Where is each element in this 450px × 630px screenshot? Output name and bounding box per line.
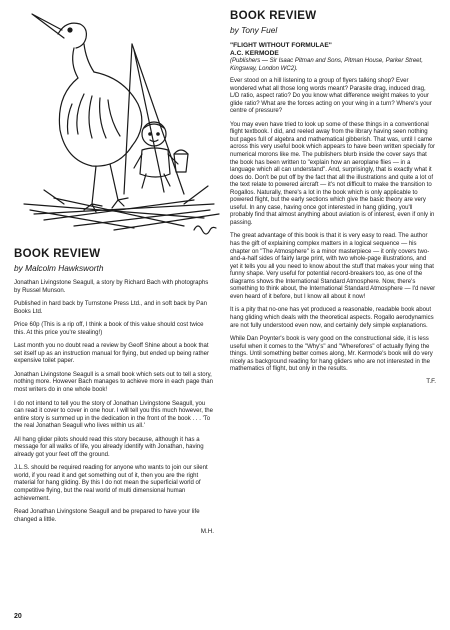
right-paragraph: You may even have tried to look up some of these things in a conventional flight textbook. I did, and reeled away from the library having seen nothing but pages full of algebra and mathematical gibberish. That was, until I came across this very useful book which appears to have been written specially for numerical morons like me. The publishers blurb inside the cover says that the book has been written to "explain how an aeroplane flies — in a language which all can understand". And, surprisingly, that is exactly what it does do. Don't be put off by the fact that all the illustrations and quite a lot of the text relate to powered aircraft — it's not difficult to make the transition to Rogallos. Naturally, there's a lot in the book which is only applicable to powered flight, but the early sections which give the basic theory are very useful. In any case, having once got interested in hang gliding, you'll probably find that almost anything about aviation is of interest, even if only in passing. xyxy=(230,121,436,226)
left-review-signature: M.H. xyxy=(200,528,214,536)
right-review-heading: BOOK REVIEW xyxy=(230,10,317,22)
right-paragraph: While Dan Poynter's book is very good on the constructional side, it is less useful when it comes to the "Why's" and "Wherefores" of actually flying the things. Until something better comes along, Mr. Kermode's book will do very nicely as background reading for hang gliders who are not interested in the mathematics of flight, but only in the results. xyxy=(230,336,433,373)
left-paragraph: Published in hard back by Turnstone Press Ltd., and in soft back by Pan Books Ltd. xyxy=(14,301,207,315)
book-title: "FLIGHT WITHOUT FORMULAE" xyxy=(230,42,332,49)
right-paragraph: The great advantage of this book is that it is very easy to read. The author has the gift of explaining complex matters in a logical sequence — his chapter on "The Atmosphere" is a minor masterpiece — it only covers two-and-a-half sides of fairly large print, with two whole-page illustrations, and yet it tells you all you need to know about the stuff that makes your wing that funny shape. Very useful for potential record-breakers too, as one of the diagrams shows the International Standard Atmosphere. Now, there's something to think about, the International Standard Atmosphere — I'd never even heard of it before, but I know all about it now! xyxy=(230,233,436,300)
book-author: A.C. KERMODE xyxy=(230,50,279,57)
left-paragraph: Price 60p (This is a rip off, I think a book of this value should cost twice this. At this price you're stealing!) xyxy=(14,322,204,336)
left-review xyxy=(14,248,214,535)
left-paragraph: J.L.S. should be required reading for anyone who wants to join our silent world, if you read it and get something out of it, then you are the right material for hang gliding. By this I do not mean the superficial world of competitive flying, but the real world of multi dimensional human achievement. xyxy=(14,465,208,502)
right-review-signature: T.F. xyxy=(426,377,436,385)
right-paragraph: Ever stood on a hill listening to a group of flyers talking shop? Ever wondered what all those long words meant? Parasite drag, induced drag, L/D ratio, aspect ratio? Do you know what difference weight makes to your glide ratio? What are the forces acting on your wing in a turn? Where's your centre of pressure? xyxy=(230,78,432,115)
left-paragraph: Jonathan Livingstone Seagull is a small book which sets out to tell a story, nothing more. However Bach manages to achieve more in each page than most writers do in one whole book! xyxy=(14,371,213,394)
left-paragraph: All hang glider pilots should read this story because, although it has a message for all walks of life, you already identify with Jonathan, having already got your feet off the ground. xyxy=(14,436,204,458)
left-review-byline: by Malcolm Hawksworth xyxy=(14,263,104,273)
publisher-info: (Publishers — Sir Isaac Pitman and Sons, Pitman House, Parker Street, Kingsway, London WC2). xyxy=(230,58,423,72)
right-review xyxy=(230,10,436,385)
left-paragraph: Last month you no doubt read a review by Geoff Shine about a book that set itself up as an instruction manual for flying, but ended up being rather expensive toilet paper. xyxy=(14,343,209,365)
right-paragraph: It is a pity that no-one has yet produced a reasonable, readable book about hang gliding which deals with the theoretical aspects. Rogallo aerodynamics are not fully understood even now, and certainly defy simple explanations. xyxy=(230,307,434,329)
left-paragraph: Read Jonathan Livingstone Seagull and be prepared to have your life changed a little. xyxy=(14,509,200,523)
left-paragraph: Jonathan Livingstone Seagull, a story by Richard Bach with photographs by Russel Munson. xyxy=(14,280,209,294)
seagull-with-child-cartoon-icon xyxy=(14,4,226,244)
page-number: 20 xyxy=(14,613,22,620)
left-review-heading: BOOK REVIEW xyxy=(14,248,101,260)
right-review-byline: by Tony Fuel xyxy=(230,25,278,35)
left-paragraph: I do not intend to tell you the story of Jonathan Livingstone Seagull, you can read it cover to cover in one hour. I will tell you this much however, the entire story is summed up in the dedication in the front of the book . . . 'To the real Jonathan Seagull who lives within us all.' xyxy=(14,400,213,430)
